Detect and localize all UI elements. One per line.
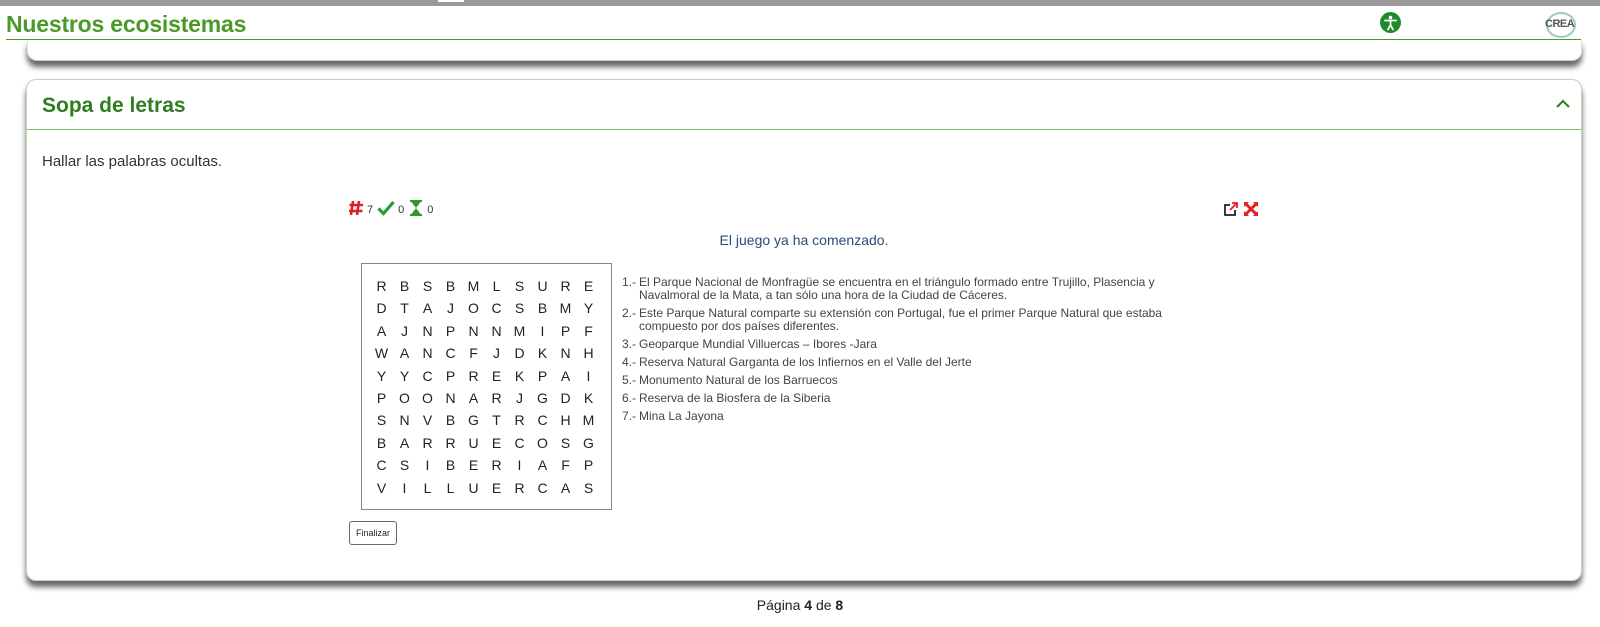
grid-letter[interactable]: K	[583, 389, 594, 406]
grid-letter[interactable]: J	[447, 300, 454, 317]
grid-letter[interactable]: R	[514, 412, 525, 429]
elapsed-time: 0	[427, 204, 434, 216]
clue-number: 4.-	[622, 355, 637, 369]
grid-letter[interactable]: P	[537, 367, 548, 384]
clue-text: Este Parque Natural comparte su extensión con Portugal, fue el primer Parque Natural que estaba compuesto por dos países diferentes.	[639, 306, 1162, 333]
grid-letter[interactable]: C	[537, 412, 548, 429]
game-tools	[1223, 201, 1259, 219]
grid-letter[interactable]: I	[540, 322, 545, 339]
grid-letter[interactable]: B	[399, 278, 410, 294]
grid-letter[interactable]: J	[516, 389, 523, 406]
accessibility-icon[interactable]	[1380, 12, 1401, 33]
chevron-up-icon[interactable]	[1553, 94, 1573, 114]
clue-item	[622, 410, 1202, 423]
fullscreen-icon[interactable]	[1243, 201, 1259, 219]
grid-letter[interactable]: E	[491, 434, 502, 451]
top-strip-notch	[438, 0, 464, 2]
grid-letter[interactable]: R	[468, 367, 479, 384]
page-header	[0, 6, 1600, 40]
check-icon	[377, 200, 395, 221]
current-page: 4	[804, 597, 813, 613]
clue-text: Reserva Natural Garganta de los Infiernos en el Valle del Jerte	[639, 355, 972, 369]
grid-letter[interactable]: A	[376, 322, 387, 339]
grid-letter[interactable]: J	[493, 345, 500, 362]
grid-letter[interactable]: A	[468, 389, 479, 406]
clue-item	[622, 307, 1202, 333]
grid-letter[interactable]: C	[445, 345, 456, 362]
page-title: Nuestros ecosistemas	[6, 11, 247, 37]
card-header[interactable]	[27, 80, 1581, 130]
grid-letter[interactable]: C	[537, 479, 548, 496]
grid-letter[interactable]: U	[468, 479, 479, 496]
grid-letter[interactable]: M	[582, 412, 595, 429]
grid-letter[interactable]: E	[468, 457, 479, 474]
grid-letter[interactable]: O	[468, 300, 479, 317]
grid-letter[interactable]: F	[584, 322, 593, 339]
grid-letter[interactable]: R	[445, 434, 456, 451]
grid-letter[interactable]: N	[422, 322, 433, 339]
grid-row	[370, 432, 600, 454]
grid-row	[370, 454, 600, 476]
total-words-count: 7	[367, 204, 374, 216]
clue-text: Mina La Jayona	[639, 409, 724, 423]
grid-letter[interactable]: T	[492, 412, 501, 429]
grid-letter[interactable]: B	[445, 412, 456, 429]
grid-letter[interactable]: O	[537, 434, 548, 451]
grid-letter[interactable]: M	[559, 300, 572, 317]
section-title: Sopa de letras	[42, 94, 186, 117]
grid-row	[370, 320, 600, 342]
grid-row	[370, 477, 600, 499]
grid-letter[interactable]: Y	[399, 367, 410, 384]
game-status: El juego ya ha comenzado.	[719, 232, 889, 248]
grid-letter[interactable]: B	[445, 278, 456, 294]
clue-item	[622, 392, 1202, 405]
clue-item	[622, 374, 1202, 387]
grid-letter[interactable]: S	[422, 278, 433, 294]
grid-letter[interactable]: A	[537, 457, 548, 474]
grid-letter[interactable]: J	[401, 322, 408, 339]
clue-list	[622, 276, 1202, 428]
grid-letter[interactable]: H	[583, 345, 594, 362]
grid-letter[interactable]: S	[560, 434, 571, 451]
grid-row	[370, 409, 600, 431]
clue-number: 5.-	[622, 373, 637, 387]
word-search-card	[26, 79, 1582, 581]
grid-letter[interactable]: V	[376, 479, 387, 496]
grid-letter[interactable]: A	[560, 479, 571, 496]
pager-prefix: Página	[756, 597, 801, 613]
grid-letter[interactable]: N	[560, 345, 571, 362]
grid-letter[interactable]: M	[467, 278, 480, 294]
grid-row	[370, 365, 600, 387]
grid-letter[interactable]: C	[491, 300, 502, 317]
grid-letter[interactable]: S	[514, 278, 525, 294]
grid-letter[interactable]: P	[376, 389, 387, 406]
grid-letter[interactable]: B	[376, 434, 387, 451]
accessibility-figure-icon	[1380, 12, 1401, 33]
grid-letter[interactable]: E	[491, 479, 502, 496]
clue-item	[622, 338, 1202, 351]
grid-row	[370, 297, 600, 319]
grid-letter[interactable]: T	[400, 300, 409, 317]
grid-letter[interactable]: F	[561, 457, 570, 474]
total-pages: 8	[835, 597, 844, 613]
clue-number: 2.-	[622, 306, 637, 320]
clue-item	[622, 356, 1202, 369]
grid-letter[interactable]: G	[583, 434, 594, 451]
grid-letter[interactable]: B	[537, 300, 548, 317]
grid-letter[interactable]: A	[560, 367, 571, 384]
grid-letter[interactable]: I	[425, 457, 430, 474]
grid-letter[interactable]: S	[514, 300, 525, 317]
grid-letter[interactable]: I	[586, 367, 591, 384]
pagination	[0, 597, 1600, 613]
grid-letter[interactable]: I	[402, 479, 407, 496]
grid-letter[interactable]: C	[514, 434, 525, 451]
grid-letter[interactable]: E	[491, 367, 502, 384]
previous-section-card	[27, 40, 1582, 61]
grid-letter[interactable]: N	[399, 412, 410, 429]
grid-letter[interactable]: W	[374, 345, 389, 362]
grid-letter[interactable]: R	[422, 434, 433, 451]
grid-letter[interactable]: H	[560, 412, 571, 429]
grid-letter[interactable]: R	[560, 278, 571, 294]
grid-letter[interactable]: I	[517, 457, 522, 474]
grid-letter[interactable]: R	[491, 457, 502, 474]
grid-letter[interactable]: A	[422, 300, 433, 317]
grid-letter[interactable]: M	[513, 322, 526, 339]
grid-letter[interactable]: N	[491, 322, 502, 339]
word-search-grid	[361, 263, 612, 510]
grid-letter[interactable]: K	[537, 345, 548, 362]
grid-letter[interactable]: G	[468, 412, 479, 429]
clue-text: Monumento Natural de los Barruecos	[639, 373, 838, 387]
grid-letter[interactable]: P	[583, 457, 594, 474]
grid-row	[370, 387, 600, 409]
grid-letter[interactable]: N	[422, 345, 433, 362]
clue-number: 1.-	[622, 275, 637, 289]
grid-letter[interactable]: O	[399, 389, 410, 406]
grid-letter[interactable]: L	[446, 479, 455, 496]
grid-letter[interactable]: P	[445, 322, 456, 339]
crea-logo-text: CREA	[1545, 18, 1575, 30]
grid-letter[interactable]: L	[423, 479, 432, 496]
clue-number: 6.-	[622, 391, 637, 405]
grid-letter[interactable]: D	[514, 345, 525, 362]
grid-letter[interactable]: S	[583, 479, 594, 496]
grid-letter[interactable]: U	[468, 434, 479, 451]
finish-button[interactable]: Finalizar	[349, 521, 397, 545]
grid-letter[interactable]: S	[399, 457, 410, 474]
clue-text: Reserva de la Biosfera de la Siberia	[639, 391, 831, 405]
grid-row	[370, 275, 600, 297]
clue-text: Geoparque Mundial Villuercas – Ibores -Jara	[639, 337, 877, 351]
grid-letter[interactable]: P	[560, 322, 571, 339]
hash-icon	[348, 199, 364, 222]
grid-letter[interactable]: C	[376, 457, 387, 474]
grid-letter[interactable]: R	[376, 278, 387, 294]
hourglass-icon	[408, 199, 424, 222]
clue-text: El Parque Nacional de Monfragüe se encuentra en el triángulo formado entre Trujillo, Plasencia y Navalmoral de la Mata, a tan sólo una hora de la Ciudad de Cáceres.	[639, 275, 1155, 302]
instruction-text: Hallar las palabras ocultas.	[42, 153, 223, 170]
grid-letter[interactable]: L	[492, 278, 501, 294]
grid-letter[interactable]: C	[422, 367, 433, 384]
game-counters	[348, 200, 437, 220]
grid-letter[interactable]: E	[583, 278, 594, 294]
grid-letter[interactable]: V	[422, 412, 433, 429]
grid-letter[interactable]: R	[514, 479, 525, 496]
pager-middle: de	[815, 597, 832, 613]
clue-number: 3.-	[622, 337, 637, 351]
grid-letter[interactable]: U	[537, 278, 548, 294]
grid-letter[interactable]: D	[376, 300, 387, 317]
grid-row	[370, 342, 600, 364]
grid-letter[interactable]: S	[376, 412, 387, 429]
grid-letter[interactable]: A	[399, 434, 410, 451]
grid-letter[interactable]: N	[468, 322, 479, 339]
clue-number: 7.-	[622, 409, 637, 423]
grid-letter[interactable]: P	[445, 367, 456, 384]
grid-letter[interactable]: A	[399, 345, 410, 362]
grid-letter[interactable]: K	[514, 367, 525, 384]
grid-letter[interactable]: Y	[376, 367, 387, 384]
clue-item	[622, 276, 1202, 302]
grid-letter[interactable]: F	[469, 345, 478, 362]
grid-letter[interactable]: D	[560, 389, 571, 406]
found-words-count: 0	[398, 204, 405, 216]
export-icon[interactable]	[1223, 201, 1239, 219]
grid-letter[interactable]: N	[445, 389, 456, 406]
crea-logo	[1542, 10, 1578, 38]
grid-letter[interactable]: Y	[583, 300, 594, 317]
grid-letter[interactable]: R	[491, 389, 502, 406]
grid-letter[interactable]: B	[445, 457, 456, 474]
grid-letter[interactable]: O	[422, 389, 433, 406]
grid-letter[interactable]: G	[537, 389, 548, 406]
